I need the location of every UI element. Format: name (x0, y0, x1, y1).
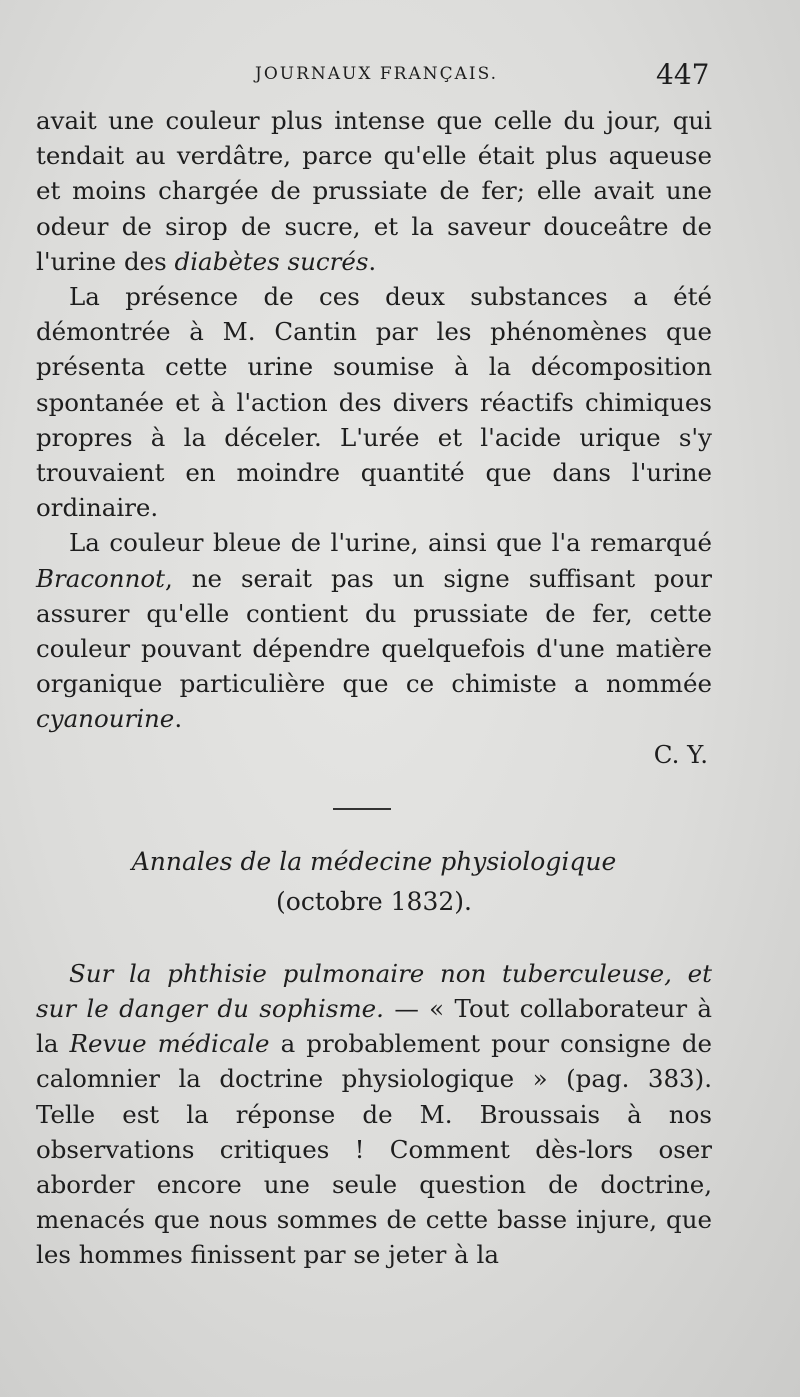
article-heading: Sur la phthisie pulmonaire non tuberculeuse, et sur le danger du sophisme. (36, 958, 712, 1024)
section-divider (333, 808, 391, 810)
text-run: a probablement pour consigne de calomnier la doctrine physiologique » (pag. 383). Telle est la réponse de M. Broussais à nos observations critiques ! Comment dès-lors oser aborder encore une seule question de doctrine, menacés que nous sommes de cette basse injure, que les hommes finissent par se jeter à la (36, 1029, 713, 1270)
text-run: . (368, 246, 377, 276)
paragraph-2 (36, 279, 712, 525)
paragraph-1 (36, 103, 712, 279)
section-subtitle: (octobre 1832). (276, 886, 472, 916)
page-number: 447 (656, 58, 710, 91)
text-run: avait une couleur plus intense que celle du jour, qui tendait au verdâtre, parce qu'elle était plus aqueuse et moins chargée de prussiate de fer; elle avait une odeur de sirop de sucre, et la saveur douceâtre de l'urine des (36, 106, 712, 276)
text-run: . (174, 704, 183, 734)
page-header (0, 58, 800, 98)
text-run: La présence de ces deux substances a été démontrée à M. Cantin par les phénomènes que présenta cette urine soumise à la décomposition spontanée et à l'action des divers réactifs chimiques propres à la déceler. L'urée et l'acide urique s'y trouvaient en moindre quantité que dans l'urine ordinaire. (36, 282, 712, 523)
paragraph-3 (36, 525, 712, 736)
italic-term: cyanourine (36, 704, 175, 734)
italic-term: diabètes sucrés (174, 246, 369, 276)
text-run: La couleur bleue de l'urine, ainsi que l'a remarqué (69, 528, 712, 558)
text-run: , ne serait pas un signe suffisant pour assurer qu'elle contient du prussiate de fer, cette couleur pouvant dépendre quelquefois d'une matière organique particulière que ce chimiste a nommée (36, 563, 712, 699)
running-title: JOURNAUX FRANÇAIS. (255, 64, 499, 84)
signature: C. Y. (653, 739, 708, 769)
article-paragraph (36, 956, 712, 1273)
page-body (36, 103, 712, 1273)
italic-journal: Revue médicale (69, 1029, 270, 1059)
italic-name: Braconnot (36, 563, 165, 593)
section-title: Annales de la médecine physiologique (131, 846, 617, 876)
text-run: — « Tout collaborateur à la (36, 994, 712, 1059)
